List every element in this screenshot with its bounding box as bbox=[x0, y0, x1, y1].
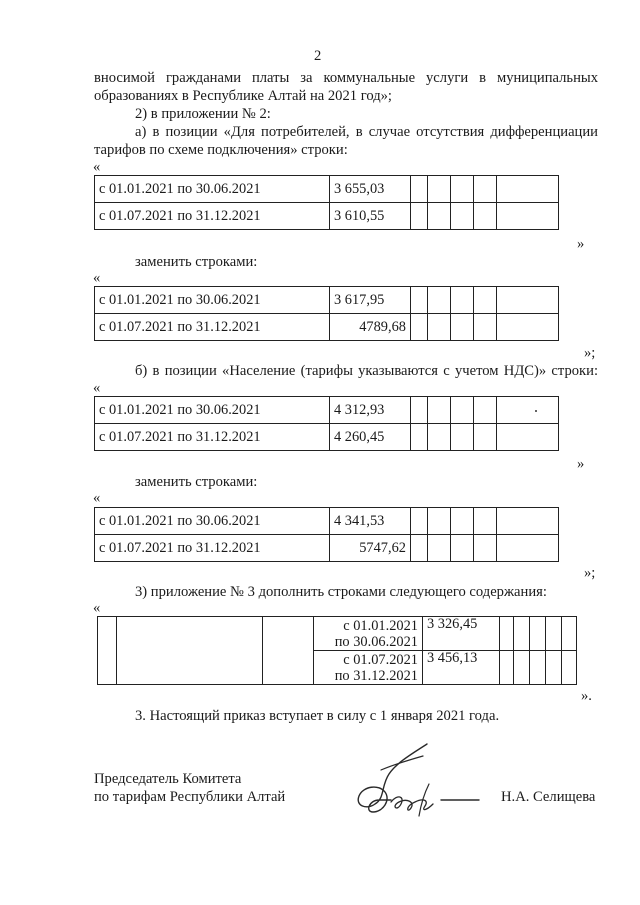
item-2-heading: 2) в приложении № 2: bbox=[135, 106, 271, 122]
period-cell: с 01.01.2021 по 30.06.2021 bbox=[314, 617, 423, 651]
open-quote: « bbox=[93, 270, 101, 286]
table-row bbox=[95, 314, 559, 341]
table-row bbox=[95, 176, 559, 203]
open-quote: « bbox=[93, 600, 101, 616]
close-quote: » bbox=[577, 236, 585, 252]
close-quote: » bbox=[577, 456, 585, 472]
value-cell: 3 610,55 bbox=[330, 203, 411, 230]
item-2a-line-1: а) в позиции «Для потребителей, в случае отсутствия дифференциации bbox=[135, 124, 598, 140]
period-cell: с 01.01.2021 по 30.06.2021 bbox=[95, 287, 330, 314]
value-cell: 3 326,45 bbox=[423, 617, 500, 651]
table-row bbox=[95, 424, 559, 451]
close-quote-semicolon: »; bbox=[584, 565, 596, 581]
table-row bbox=[95, 508, 559, 535]
period-cell: с 01.07.2021 по 31.12.2021 bbox=[95, 535, 330, 562]
table-row bbox=[95, 397, 559, 424]
value-cell: 4789,68 bbox=[330, 314, 411, 341]
tariff-table-1 bbox=[94, 175, 559, 230]
table-row bbox=[98, 617, 577, 651]
page-number: 2 bbox=[314, 48, 322, 64]
replace-with-label: заменить строками: bbox=[135, 254, 258, 270]
stray-mark bbox=[535, 410, 537, 412]
table-row bbox=[95, 535, 559, 562]
close-quote-semicolon: »; bbox=[584, 345, 596, 361]
period-cell: с 01.07.2021 по 31.12.2021 bbox=[95, 314, 330, 341]
handwritten-signature bbox=[345, 740, 495, 820]
signatory-title-line-1: Председатель Комитета bbox=[94, 771, 242, 787]
value-cell: 4 260,45 bbox=[330, 424, 411, 451]
replace-with-label: заменить строками: bbox=[135, 474, 258, 490]
period-cell: с 01.01.2021 по 30.06.2021 bbox=[95, 397, 330, 424]
open-quote: « bbox=[93, 159, 101, 175]
value-cell: 4 312,93 bbox=[330, 397, 411, 424]
close-quote-dot: ». bbox=[581, 688, 592, 704]
period-cell: с 01.01.2021 по 30.06.2021 bbox=[95, 176, 330, 203]
period-cell: с 01.07.2021 по 31.12.2021 bbox=[95, 424, 330, 451]
open-quote: « bbox=[93, 380, 101, 396]
item-2a-line-2: тарифов по схеме подключения» строки: bbox=[94, 142, 348, 158]
value-cell: 3 617,95 bbox=[330, 287, 411, 314]
signatory-title-line-2: по тарифам Республики Алтай bbox=[94, 789, 286, 805]
value-cell: 3 456,13 bbox=[423, 651, 500, 685]
table-row bbox=[95, 287, 559, 314]
paragraph-intro-line-1: вносимой гражданами платы за коммунальные услуги в муниципальных bbox=[94, 70, 598, 86]
item-final: 3. Настоящий приказ вступает в силу с 1 января 2021 года. bbox=[135, 708, 500, 724]
value-cell: 4 341,53 bbox=[330, 508, 411, 535]
tariff-table-4 bbox=[94, 507, 559, 562]
item-2b-line: б) в позиции «Население (тарифы указываются с учетом НДС)» строки: bbox=[135, 363, 598, 379]
item-3-line: 3) приложение № 3 дополнить строками следующего содержания: bbox=[135, 584, 547, 600]
tariff-table-2 bbox=[94, 286, 559, 341]
signatory-name: Н.А. Селищева bbox=[501, 789, 596, 805]
tariff-table-5 bbox=[97, 616, 577, 685]
period-cell: с 01.07.2021 по 31.12.2021 bbox=[314, 651, 423, 685]
value-cell: 3 655,03 bbox=[330, 176, 411, 203]
table-row bbox=[95, 203, 559, 230]
value-cell: 5747,62 bbox=[330, 535, 411, 562]
period-cell: с 01.01.2021 по 30.06.2021 bbox=[95, 508, 330, 535]
open-quote: « bbox=[93, 490, 101, 506]
paragraph-intro-line-2: образованиях в Республике Алтай на 2021 год»; bbox=[94, 88, 392, 104]
tariff-table-3 bbox=[94, 396, 559, 451]
period-cell: с 01.07.2021 по 31.12.2021 bbox=[95, 203, 330, 230]
